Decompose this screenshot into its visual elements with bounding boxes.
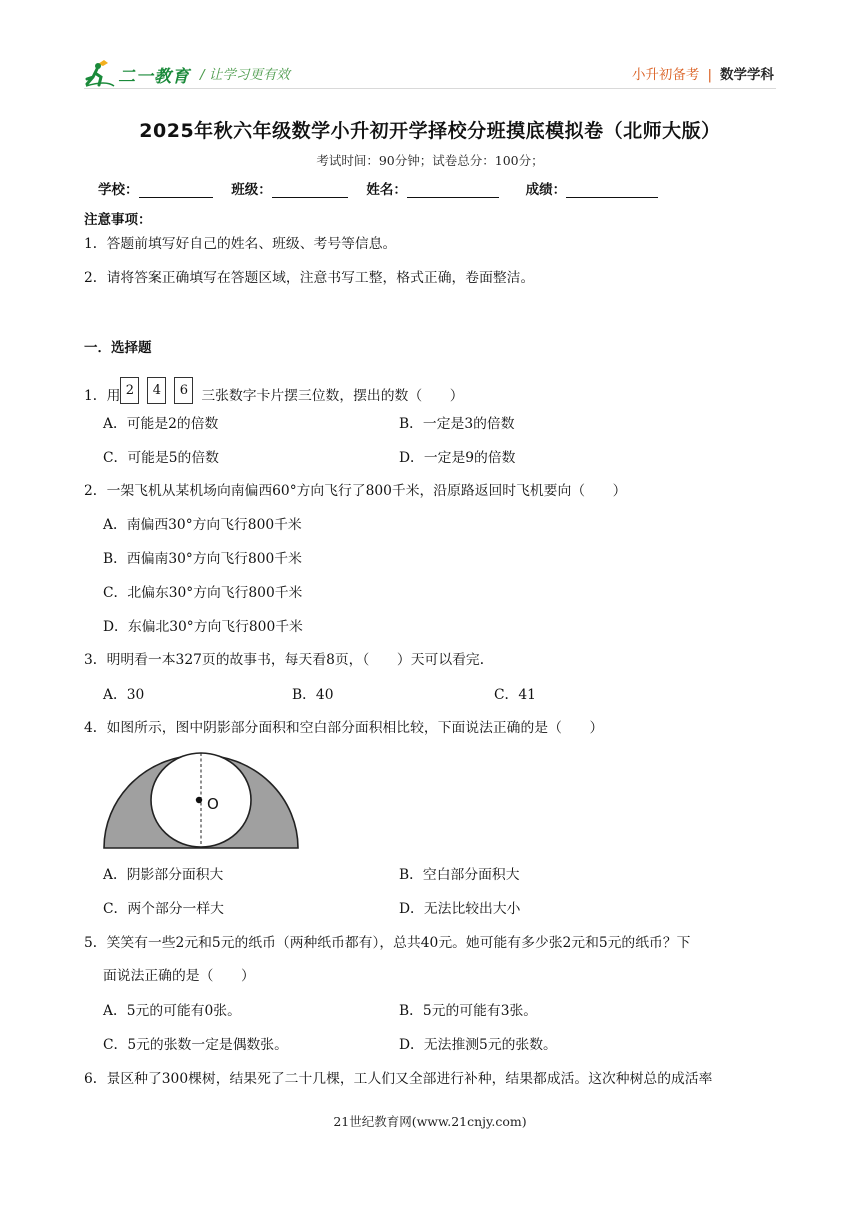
- question-1-prefix: 1．用: [84, 388, 121, 404]
- question-5-line1: 5．笑笑有一些2元和5元的纸币（两种纸币都有），总共40元。她可能有多少张2元和5元的纸币？下: [84, 935, 691, 951]
- school-field[interactable]: [139, 181, 213, 198]
- page-title: 2025年秋六年级数学小升初开学择校分班摸底模拟卷（北师大版）: [139, 120, 721, 142]
- header-divider: [84, 88, 776, 89]
- option[interactable]: B．40: [292, 687, 334, 703]
- logo-text: 二一教育: [118, 67, 190, 87]
- score-field[interactable]: [566, 181, 658, 198]
- center-label: O: [207, 795, 219, 813]
- question-3: 3．明明看一本327页的故事书，每天看8页，（ ）天可以看完．: [84, 652, 494, 668]
- slogan: / 让学习更有效: [200, 67, 290, 83]
- semicircle-figure: [100, 752, 302, 852]
- option[interactable]: B．5元的可能有3张。: [399, 1003, 538, 1019]
- class-field[interactable]: [272, 181, 348, 198]
- score-label: 成绩：: [525, 182, 567, 198]
- center-point: [196, 797, 202, 803]
- notice-item: 1．答题前填写好自己的姓名、班级、考号等信息。: [84, 236, 397, 252]
- option[interactable]: C．可能是5的倍数: [103, 450, 219, 466]
- school-label: 学校：: [98, 182, 139, 198]
- page-footer: 21世纪教育网(www.21cnjy.com): [333, 1114, 527, 1129]
- option[interactable]: A．30: [103, 687, 145, 703]
- option[interactable]: D．无法推测5元的张数。: [399, 1037, 557, 1053]
- category-label: 小升初备考: [631, 67, 700, 83]
- option[interactable]: A．阴影部分面积大: [103, 867, 224, 883]
- option[interactable]: C．两个部分一样大: [103, 901, 224, 917]
- section-title: 一．选择题: [84, 340, 152, 356]
- notice-item: 2．请将答案正确填写在答题区域，注意书写工整，格式正确，卷面整洁。: [84, 270, 535, 286]
- question-6: 6．景区种了300棵树，结果死了二十几棵，工人们又全部进行补种，结果都成活。这次种树总的成活率: [84, 1071, 713, 1087]
- name-label: 姓名：: [366, 182, 407, 198]
- digit-card: 6: [174, 377, 193, 404]
- question-1-suffix: 三张数字卡片摆三位数，摆出的数（ ）: [201, 388, 464, 404]
- option[interactable]: A．可能是2的倍数: [103, 416, 219, 432]
- option[interactable]: C．5元的张数一定是偶数张。: [103, 1037, 288, 1053]
- name-field[interactable]: [407, 181, 499, 198]
- subject-label: 数学学科: [720, 67, 774, 83]
- option[interactable]: A．南偏西30°方向飞行800千米: [103, 517, 302, 533]
- option[interactable]: D．东偏北30°方向飞行800千米: [103, 619, 303, 635]
- digit-card: 2: [120, 377, 139, 404]
- notice-heading: 注意事项：: [84, 212, 152, 228]
- option[interactable]: C．北偏东30°方向飞行800千米: [103, 585, 303, 601]
- class-label: 班级：: [231, 182, 272, 198]
- option[interactable]: B．一定是3的倍数: [399, 416, 515, 432]
- option[interactable]: D．一定是9的倍数: [399, 450, 516, 466]
- option[interactable]: B．西偏南30°方向飞行800千米: [103, 551, 302, 567]
- option[interactable]: C．41: [494, 687, 536, 703]
- question-4: 4．如图所示，图中阴影部分面积和空白部分面积相比较，下面说法正确的是（ ）: [84, 720, 604, 736]
- question-1: [84, 383, 464, 410]
- question-5-line2: 面说法正确的是（ ）: [103, 968, 255, 984]
- option[interactable]: A．5元的可能有0张。: [103, 1003, 241, 1019]
- exam-subtitle: 考试时间：90分钟；试卷总分：100分；: [316, 153, 544, 168]
- option[interactable]: B．空白部分面积大: [399, 867, 520, 883]
- header-right: [632, 63, 774, 83]
- option[interactable]: D．无法比较出大小: [399, 901, 521, 917]
- question-2: 2．一架飞机从某机场向南偏西60°方向飞行了800千米，沿原路返回时飞机要向（ ）: [84, 483, 627, 499]
- student-info-row: [98, 178, 658, 198]
- digit-card: 4: [147, 377, 166, 404]
- header-separator: |: [707, 67, 712, 83]
